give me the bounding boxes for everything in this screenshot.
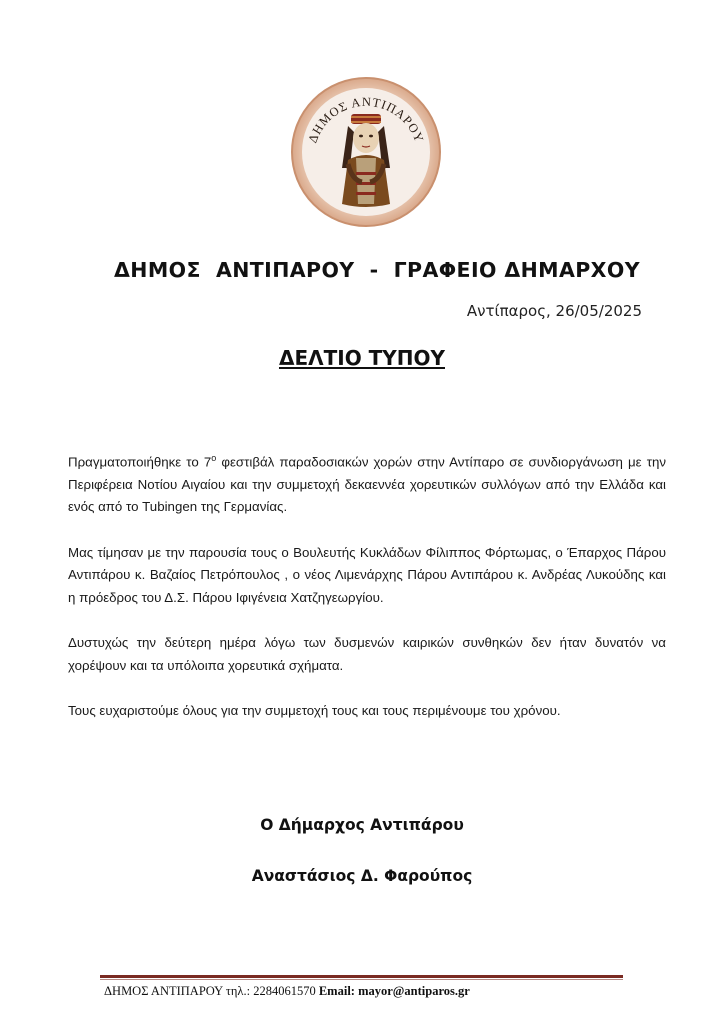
paragraph-festival: Πραγματοποιήθηκε το $7^o$ φεστιβάλ παραδοσιακών χορών στην Αντίπαρο σε συνδιοργάνωση με την Περιφέρεια Νοτίου Αιγαίου και την συμμετοχή δεκαεννέα χορευτικών συλλόγων από την Ελλάδα και ενός από το Tubingen της Γερμανίας. — [68, 453, 666, 515]
footer-email-link[interactable]: Email: mayor@antiparos.gr — [318, 984, 470, 998]
footer-divider — [100, 975, 623, 978]
footer-divider-thin — [100, 979, 623, 980]
paragraph-weather: Δυστυχώς την δεύτερη ημέρα λόγω των δυσμενών καιρικών συνθηκών δεν ήταν δυνατόν να χορέψουν και τα υπόλοιπα χορευτικά σχήματα. — [68, 635, 666, 673]
footer-phone-text: ΔΗΜΟΣ ΑΝΤΙΠΑΡΟΥ τηλ.: 2284061570 — [104, 984, 319, 998]
paragraph-guests: Μας τίμησαν με την παρουσία τους ο Βουλευτής Κυκλάδων Φίλιππος Φόρτωμας, ο Έπαρχος Πάρου Αντιπάρου κ. Βαζαίος Πετρόπουλος , ο νέος Λιμενάρχης Πάρου Αντιπάρου κ. Ανδρέας Λυκούδης και η πρόεδρος του Δ.Σ. Πάρου Ιφιγένεια Χατζηγεωργίου. — [68, 544, 666, 605]
footer-contact — [104, 984, 470, 999]
signature-title: Ο Δήμαρχος Αντιπάρου — [260, 816, 464, 834]
press-release-heading: ΔΕΛΤΙΟ ΤΥΠΟΥ — [278, 346, 445, 370]
date-location: Αντίπαρος, 26/05/2025 — [466, 302, 642, 320]
paragraph-thanks: Τους ευχαριστούμε όλους για την συμμετοχή τους και τους περιμένουμε του χρόνου. — [68, 703, 561, 719]
municipality-seal-logo — [290, 76, 442, 228]
press-release-body — [68, 447, 666, 746]
seal-text: ΔΗΜΟΣ ΑΝΤΙΠΑΡΟΥ — [305, 94, 427, 145]
office-header-title: ΔΗΜΟΣ ΑΝΤΙΠΑΡΟΥ - ΓΡΑΦΕΙΟ ΔΗΜΑΡΧΟΥ — [114, 258, 640, 282]
signature-name: Αναστάσιος Δ. Φαρούπος — [251, 867, 473, 885]
